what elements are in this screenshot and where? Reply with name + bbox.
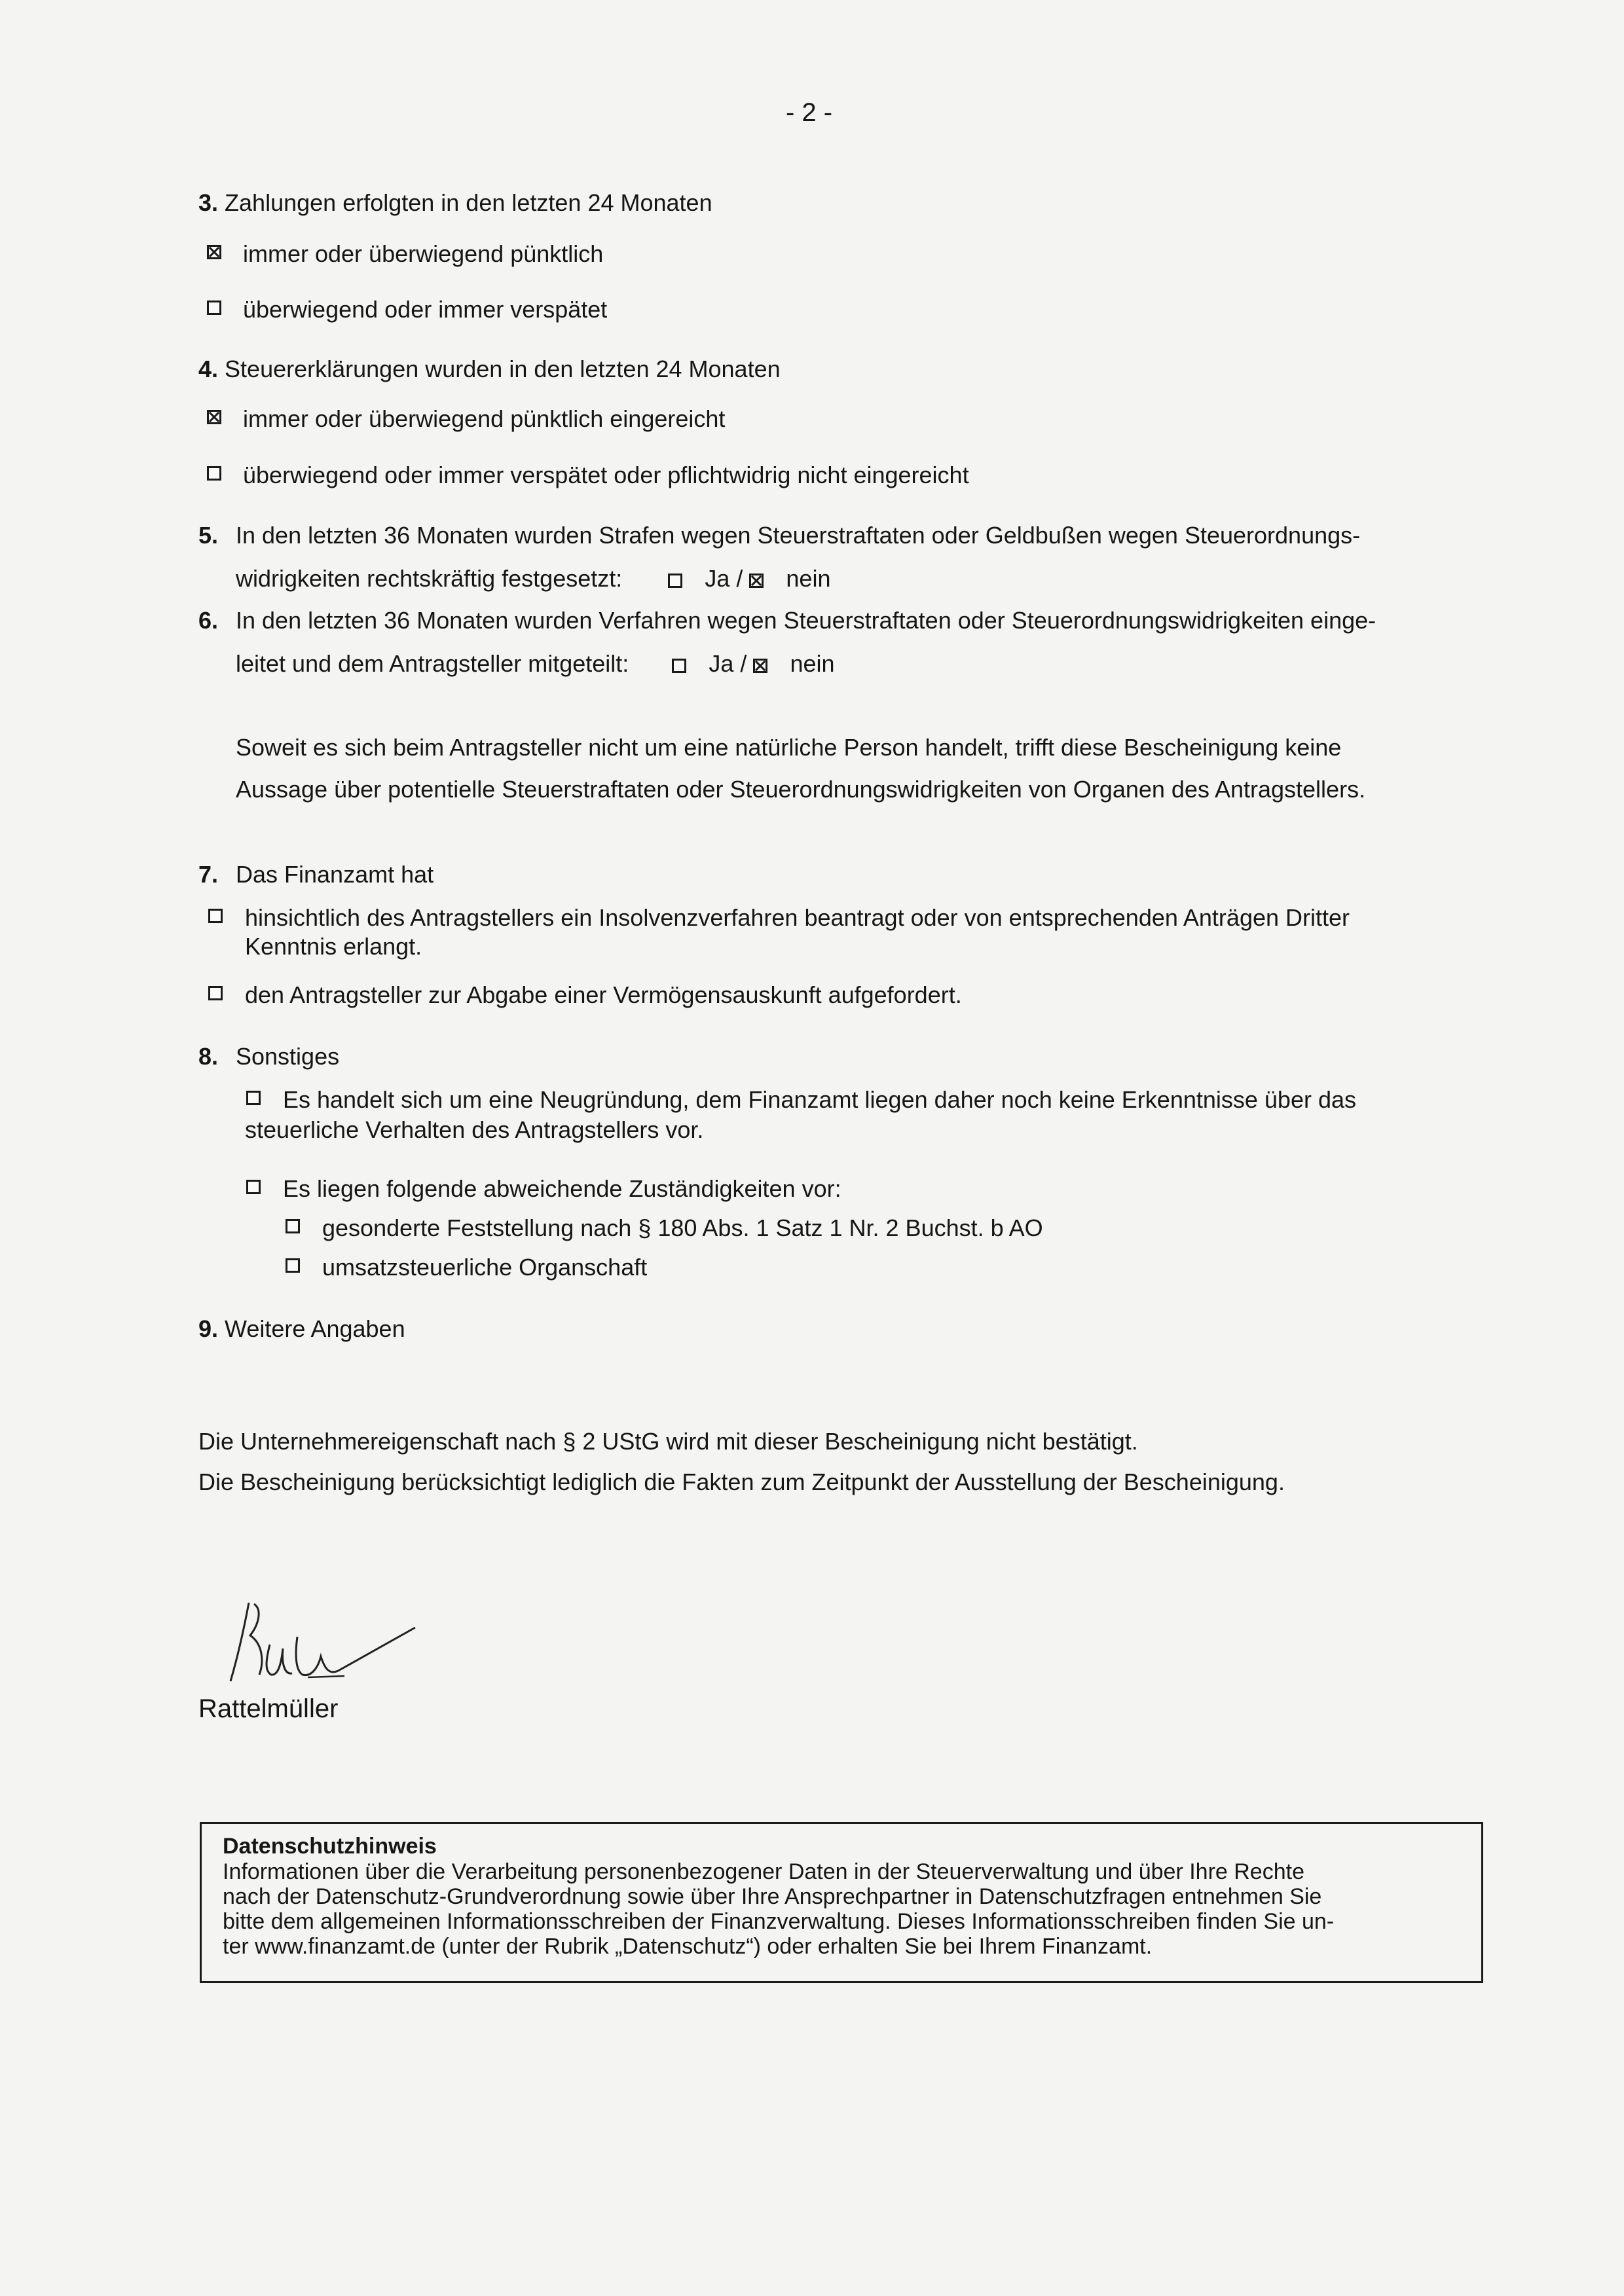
s8-sub-2-label: umsatzsteuerliche Organschaft [322,1254,648,1281]
section-3-heading-text: Zahlungen erfolgten in den letzten 24 Monaten [225,189,712,216]
privacy-notice-line-4: ter www.finanzamt.de (unter der Rubrik „Datenschutz“) oder erhalten Sie bei Ihrem Finanzamt. [223,1934,1153,1959]
s7-option-2-label: den Antragsteller zur Abgabe einer Vermögensauskunft aufgefordert. [245,981,962,1008]
privacy-notice-title: Datenschutzhinweis [223,1834,437,1859]
s6-ja-checkbox[interactable] [672,659,686,673]
section-8-number: 8. [198,1043,219,1070]
section-4-heading-text: Steuererklärungen wurden in den letzten 24 Monaten [225,355,781,382]
section-4-number: 4. [198,355,219,382]
section-4-heading [198,357,781,381]
s4-option-2-label: überwiegend oder immer verspätet oder pflichtwidrig nicht eingereicht [243,462,969,488]
s8-option-1-checkbox[interactable] [246,1091,261,1105]
statement-ustg: Die Unternehmereigenschaft nach § 2 UStG wird mit dieser Bescheinigung nicht bestätigt. [198,1428,1138,1455]
s4-option-1-label: immer oder überwiegend pünktlich eingereicht [243,405,726,432]
section-9-number: 9. [198,1315,219,1342]
s3-option-2-checkbox[interactable] [207,301,221,315]
s4-option-2-checkbox[interactable] [207,466,221,481]
s8-option-2-label: Es liegen folgende abweichende Zuständigkeiten vor: [283,1175,841,1202]
s5-ja-label: Ja / [705,565,743,592]
note-line-2: Aussage über potentielle Steuerstraftaten oder Steuerordnungswidrigkeiten von Organen des Antragstellers. [236,776,1366,803]
s8-sub-1-checkbox[interactable] [286,1219,300,1233]
s8-option-1-line-1: Es handelt sich um eine Neugründung, dem Finanzamt liegen daher noch keine Erkenntnisse über das [283,1086,1357,1113]
s3-option-1-label: immer oder überwiegend pünktlich [243,240,604,267]
s5-nein-checkbox[interactable] [749,574,764,588]
section-6-line-1: In den letzten 36 Monaten wurden Verfahren wegen Steuerstraftaten oder Steuerordnungswidrigkeiten einge- [236,607,1376,634]
s8-option-2-checkbox[interactable] [246,1180,261,1194]
s3-option-1-checkbox[interactable] [207,245,221,259]
s8-option-1-line-2: steuerliche Verhalten des Antragstellers vor. [245,1116,704,1143]
section-3-heading [198,191,712,215]
section-7-heading: Das Finanzamt hat [236,861,434,888]
privacy-notice-line-1: Informationen über die Verarbeitung personenbezogener Daten in der Steuerverwaltung und über Ihre Rechte [223,1859,1304,1884]
section-3-number: 3. [198,189,219,216]
s5-nein-label: nein [786,565,831,592]
s8-sub-2-checkbox[interactable] [286,1258,300,1273]
section-6-line-2 [236,652,835,676]
privacy-notice-line-3: bitte dem allgemeinen Informationsschreiben der Finanzverwaltung. Dieses Informationsschreiben finden Sie un- [223,1909,1335,1934]
s4-option-1-checkbox[interactable] [207,410,221,424]
s8-sub-1-label: gesonderte Feststellung nach § 180 Abs. 1 Satz 1 Nr. 2 Buchst. b AO [322,1214,1043,1241]
privacy-notice-box [200,1822,1483,1983]
s5-ja-checkbox[interactable] [668,574,682,588]
s7-option-2-checkbox[interactable] [208,986,223,1000]
signatory-name: Rattelmüller [198,1694,339,1723]
section-7-number: 7. [198,861,219,888]
s6-nein-checkbox[interactable] [753,659,767,673]
handwritten-signature [216,1597,426,1702]
section-6-number: 6. [198,607,219,634]
statement-facts: Die Bescheinigung berücksichtigt lediglich die Fakten zum Zeitpunkt der Ausstellung der Bescheinigung. [198,1468,1285,1495]
section-6-question: leitet und dem Antragsteller mitgeteilt: [236,650,629,677]
note-line-1: Soweit es sich beim Antragsteller nicht um eine natürliche Person handelt, trifft diese Bescheinigung keine [236,734,1342,761]
s6-nein-label: nein [790,650,835,677]
section-5-line-2 [236,567,830,591]
s7-option-1-line-1: hinsichtlich des Antragstellers ein Insolvenzverfahren beantragt oder von entsprechenden Anträgen Dritter [245,904,1350,931]
section-9-heading [198,1317,405,1341]
s7-option-1-checkbox[interactable] [208,909,223,923]
section-8-heading: Sonstiges [236,1043,340,1070]
s3-option-2-label: überwiegend oder immer verspätet [243,296,608,323]
s7-option-1-line-2: Kenntnis erlangt. [245,933,422,960]
section-5-number: 5. [198,522,219,549]
s6-ja-label: Ja / [709,650,747,677]
section-5-line-1: In den letzten 36 Monaten wurden Strafen wegen Steuerstraftaten oder Geldbußen wegen Steuerordnungs- [236,522,1361,549]
privacy-notice-line-2: nach der Datenschutz-Grundverordnung sowie über Ihre Ansprechpartner in Datenschutzfragen entnehmen Sie [223,1884,1322,1909]
section-9-heading-text: Weitere Angaben [225,1315,405,1342]
page-number: - 2 - [786,98,833,127]
section-5-question: widrigkeiten rechtskräftig festgesetzt: [236,565,623,592]
